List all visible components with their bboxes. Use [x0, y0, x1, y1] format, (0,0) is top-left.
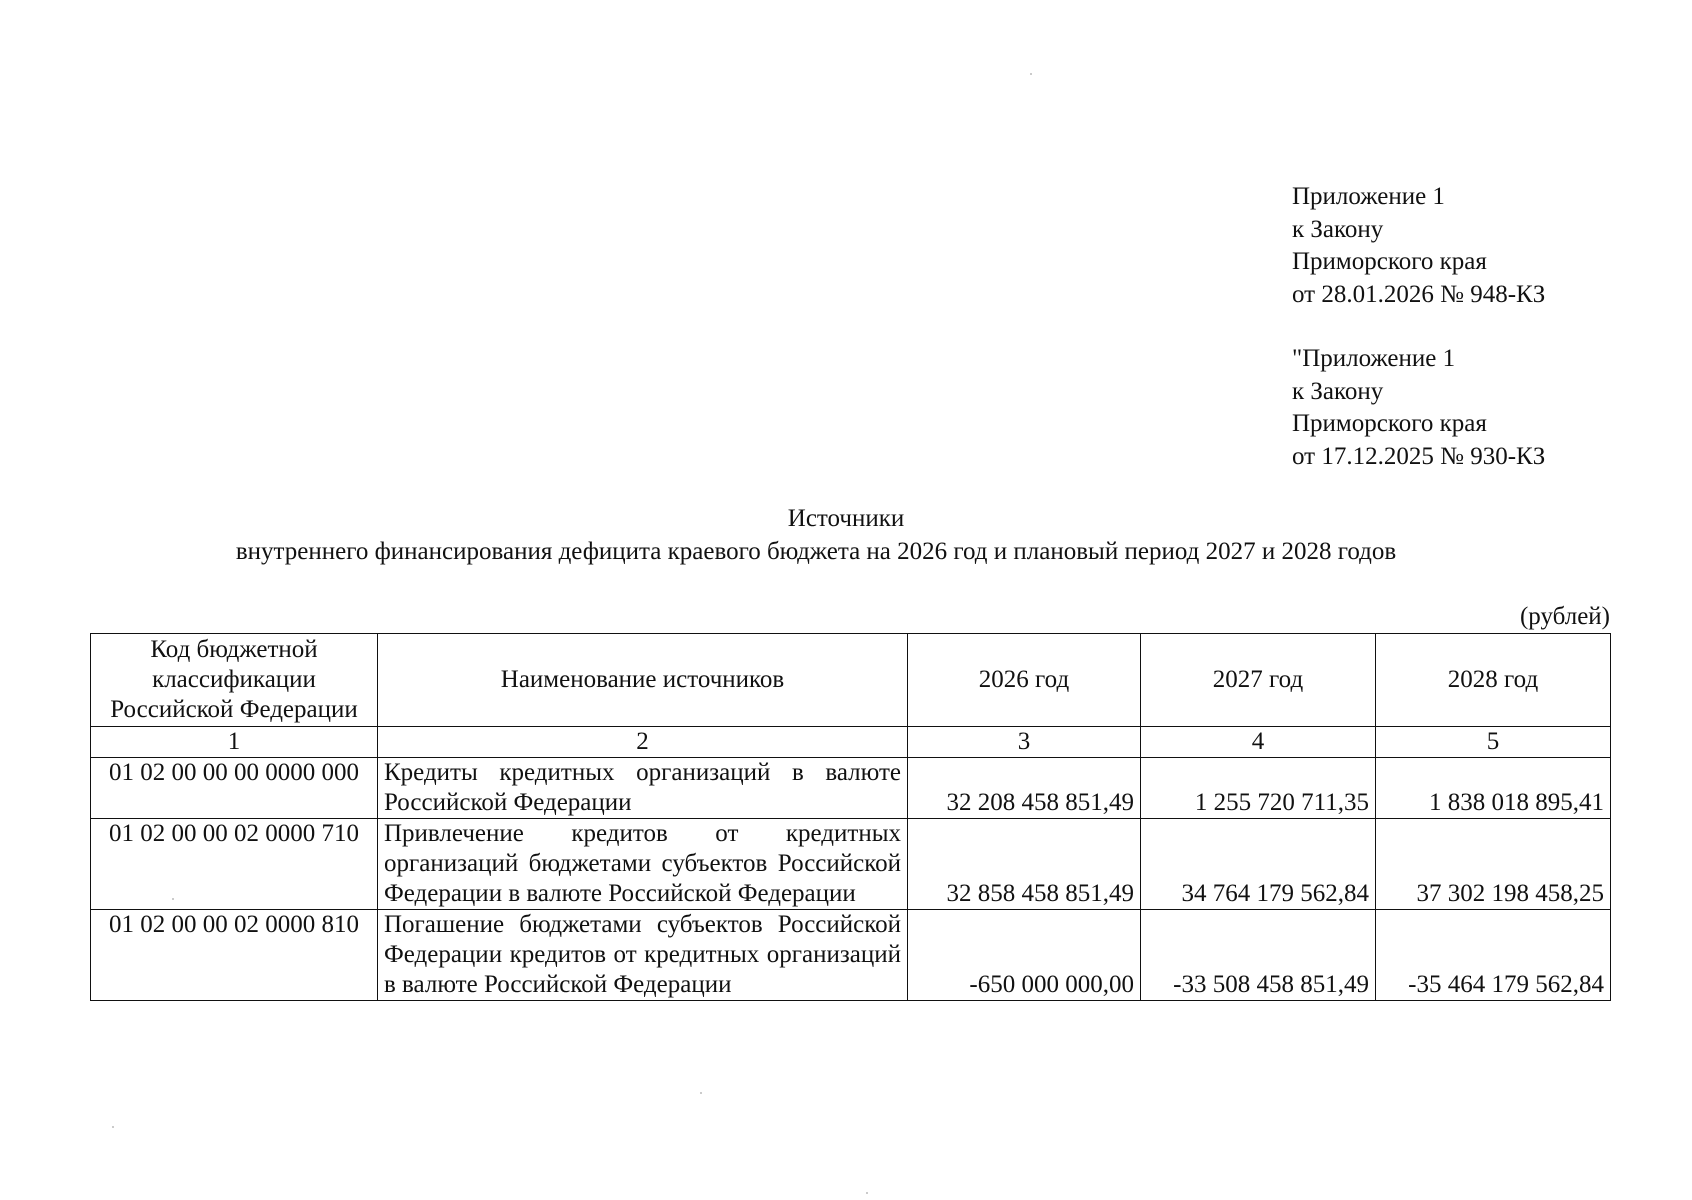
- header-code-line: классификации: [152, 666, 316, 693]
- appendix-line: к Закону: [1292, 377, 1384, 405]
- appendix-line: Приморского края: [1292, 410, 1487, 437]
- amount-2028: -35 464 179 562,84: [1376, 910, 1611, 1001]
- financing-sources-table: [90, 633, 1611, 1001]
- appendix-line: Приморского края: [1292, 248, 1487, 275]
- budget-code: 01 02 00 00 00 0000 000: [91, 758, 378, 819]
- budget-code: 01 02 00 00 02 0000 810: [91, 910, 378, 1001]
- column-number: 1: [91, 727, 378, 758]
- table-row: [91, 910, 1611, 1001]
- amount-2027: -33 508 458 851,49: [1141, 910, 1376, 1001]
- appendix-line: к Закону: [1292, 215, 1384, 243]
- source-name: Привлечение кредитов от кредитных организаций бюджетами субъектов Российской Федерации в валюте Российской Федерации: [378, 819, 908, 910]
- appendix-line: от 17.12.2025 № 930-КЗ: [1292, 442, 1546, 470]
- header-code-line: Российской Федерации: [110, 696, 358, 723]
- appendix-reference-original: [1292, 343, 1545, 473]
- header-code: [91, 634, 378, 727]
- column-number: 3: [908, 727, 1141, 758]
- source-name: Погашение бюджетами субъектов Российской Федерации кредитов от кредитных организаций в валюте Российской Федерации: [378, 910, 908, 1001]
- header-2027: 2027 год: [1141, 634, 1376, 727]
- amount-2026: 32 208 458 851,49: [908, 758, 1141, 819]
- column-number-row: [91, 727, 1611, 758]
- document-subtitle: внутреннего финансирования дефицита краевого бюджета на 2026 год и плановый период 2027 и 2028 годов: [235, 538, 1397, 565]
- table-row: [91, 758, 1611, 819]
- document-title: Источники: [787, 505, 905, 532]
- appendix-line: "Приложение 1: [1292, 345, 1456, 372]
- column-number: 5: [1376, 727, 1611, 758]
- amount-2027: 1 255 720 711,35: [1141, 758, 1376, 819]
- header-name: Наименование источников: [378, 634, 908, 727]
- table-row: [91, 819, 1611, 910]
- source-name: Кредиты кредитных организаций в валюте Российской Федерации: [378, 758, 908, 819]
- amount-2027: 34 764 179 562,84: [1141, 819, 1376, 910]
- column-number: 2: [378, 727, 908, 758]
- appendix-reference-current: [1292, 181, 1545, 311]
- table-header-row: [91, 634, 1611, 727]
- header-code-line: Код бюджетной: [150, 636, 318, 663]
- amount-2028: 37 302 198 458,25: [1376, 819, 1611, 910]
- amount-2026: 32 858 458 851,49: [908, 819, 1141, 910]
- appendix-line: Приложение 1: [1292, 183, 1445, 210]
- amount-2026: -650 000 000,00: [908, 910, 1141, 1001]
- header-2026: 2026 год: [908, 634, 1141, 727]
- column-number: 4: [1141, 727, 1376, 758]
- scan-speck: [112, 1126, 114, 1128]
- header-2028: 2028 год: [1376, 634, 1611, 727]
- amount-2028: 1 838 018 895,41: [1376, 758, 1611, 819]
- scan-speck: [1030, 73, 1032, 75]
- scan-speck: [700, 1092, 702, 1094]
- budget-code: 01 02 00 00 02 0000 710: [91, 819, 378, 910]
- units-label: (рублей): [1519, 603, 1610, 630]
- scan-speck: [866, 1192, 868, 1194]
- scan-speck: [172, 898, 174, 900]
- appendix-line: от 28.01.2026 № 948-КЗ: [1292, 280, 1546, 308]
